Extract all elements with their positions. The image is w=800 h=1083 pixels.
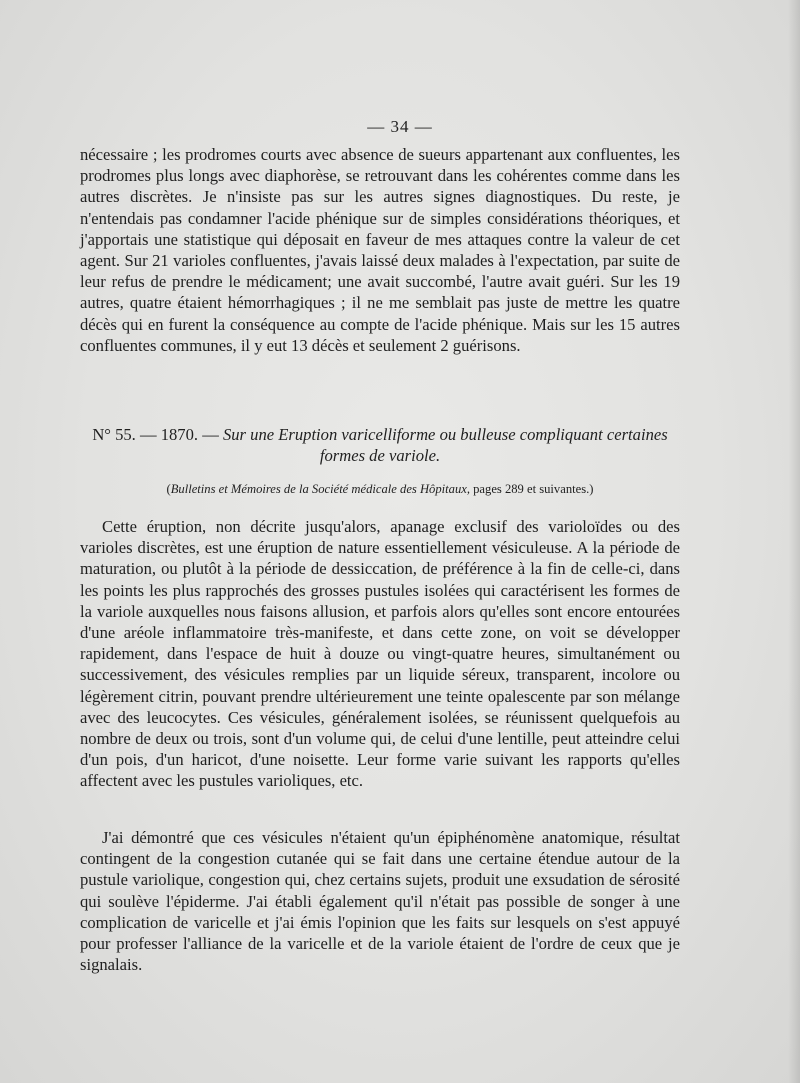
entry-title: Sur une Eruption varicelliforme ou bulleuse compliquant certaines formes de variole.: [222, 425, 668, 465]
source-open-paren: (: [166, 482, 171, 496]
page-number: — 34 —: [367, 117, 433, 136]
paragraph-text: Cette éruption, non décrite jusqu'alors, apanage exclusif des varioloïdes ou des varioles discrètes, est une éruption de nature essentiellement vésiculeuse. A la période de maturation, ou plutôt à la période de dessiccation, de préférence à la fin de celle-ci, dans les points les plus rapprochés des grosses pustules isolées qui caractérisent les formes de la variole auxquelles nous faisons allusion, et parfois alors qu'elles sont encore entourées d'une aréole inflammatoire très-manifeste, et dans cette zone, on voit se développer rapidement, dans l'espace de huit à douze ou vingt-quatre heures, simultanément ou successivement, des vésicules remplies par un liquide séreux, transparent, incolore ou légèrement citrin, pouvant prendre ultérieurement une teinte opalescente par son mélange avec des leucocytes. Ces vésicules, généralement isolées, se réunissent quelquefois au nombre de deux ou trois, sont d'un volume qui, de celui d'une lentille, peut atteindre celui d'un pois, d'un haricot, d'une noisette. Leur forme varie suivant les rapports qu'elles affectent avec les pustules varioliques, etc.: [80, 517, 680, 791]
entry-number: N° 55. — 1870. —: [92, 425, 219, 444]
source-publication: Bulletins et Mémoires de la Société médicale des Hôpitaux,: [170, 482, 470, 496]
entry-heading: [80, 424, 680, 466]
paragraph-conclusion: [80, 827, 680, 975]
paragraph-eruption-description: [80, 516, 680, 792]
paragraph-text: J'ai démontré que ces vésicules n'étaient qu'un épiphénomène anatomique, résultat contingent de la congestion cutanée qui se fait dans une certaine étendue autour de la pustule variolique, congestion qui, chez certains sujets, produit une exsudation de sérosité qui soulève l'épiderme. J'ai établi également qu'il n'était pas possible de songer à une complication de varicelle et j'ai émis l'opinion que les faits sur lesquels on s'est appuyé pour professer l'alliance de la varicelle et de la variole étaient de l'ordre de ceux que je signalais.: [80, 828, 680, 975]
paragraph-text: nécessaire ; les prodromes courts avec absence de sueurs appartenant aux confluentes, les prodromes plus longs avec diaphorèse, se retrouvant dans les cohérentes comme dans les autres discrètes. Je n'insiste pas sur les autres signes diagnostiques. Du reste, je n'entendais pas condamner l'acide phénique sur de simples considérations théoriques, et j'apportais une statistique qui déposait en faveur de mes attaques contre la valeur de cet agent. Sur 21 varioles confluentes, j'avais laissé deux malades à l'expectation, par suite de leur refus de prendre le médicament; une avait succombé, l'autre avait guéri. Sur les 19 autres, quatre étaient hémorrhagiques ; il ne me semblait pas juste de mettre les quatre décès qui en furent la conséquence au compte de l'acide phénique. Mais sur les 15 autres confluentes communes, il y eut 13 décès et seulement 2 guérisons.: [80, 145, 680, 355]
source-pages: pages 289 et suivantes.): [469, 482, 594, 496]
page-edge-shadow: [788, 0, 800, 1083]
entry-source: [80, 481, 680, 497]
paragraph-statistics: [80, 144, 680, 356]
